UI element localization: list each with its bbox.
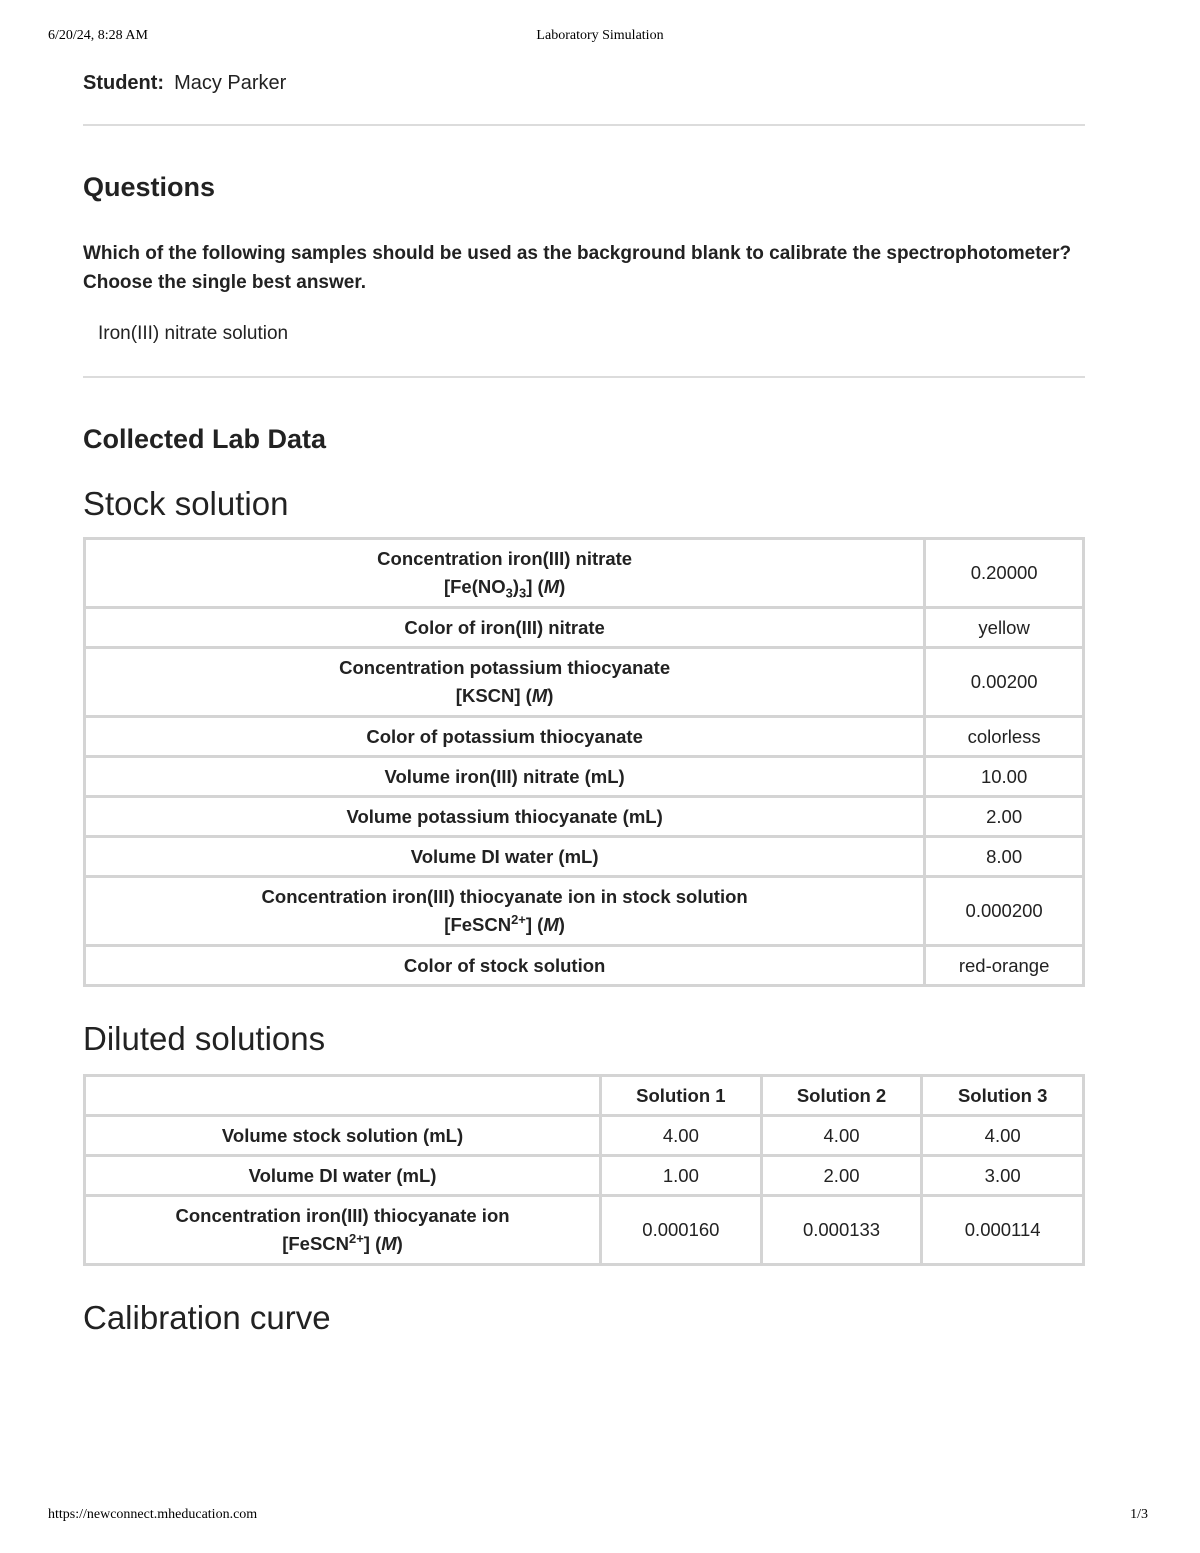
cell-value: 4.00	[601, 1116, 762, 1156]
row-label: Concentration iron(III) nitrate $[Fe(NO_3)_3]$ (M)	[85, 539, 925, 608]
row-label: Volume DI water (mL)	[85, 1156, 601, 1196]
row-label: Volume stock solution (mL)	[85, 1116, 601, 1156]
table-row	[85, 648, 1084, 717]
table-header-row	[85, 1076, 1084, 1116]
column-header	[85, 1076, 601, 1116]
table-row	[85, 757, 1084, 797]
divider	[83, 376, 1085, 378]
diluted-solutions-title: Diluted solutions	[83, 1020, 326, 1057]
row-label: Concentration iron(III) thiocyanate ion [FeSCN$^{2+}$] (M)	[85, 1196, 601, 1265]
row-label: Color of iron(III) nitrate	[85, 608, 925, 648]
row-value: 0.000200	[925, 877, 1084, 946]
lab-data-heading: Collected Lab Data	[83, 424, 327, 454]
row-value: yellow	[925, 608, 1084, 648]
row-label: Volume iron(III) nitrate (mL)	[85, 757, 925, 797]
table-row	[85, 608, 1084, 648]
column-header: Solution 2	[761, 1076, 922, 1116]
row-label: Concentration iron(III) thiocyanate ion in stock solution [FeSCN$^{2+}$] (M)	[85, 877, 925, 946]
report-content	[83, 66, 1085, 1338]
column-header: Solution 1	[601, 1076, 762, 1116]
row-value: 10.00	[925, 757, 1084, 797]
print-page-number: 1/3	[1130, 1507, 1148, 1522]
row-value: 8.00	[925, 837, 1084, 877]
table-row	[85, 797, 1084, 837]
cell-value: 0.000160	[601, 1196, 762, 1265]
row-label: Concentration potassium thiocyanate [KSCN] (M)	[85, 648, 925, 717]
cell-value: 0.000133	[761, 1196, 922, 1265]
divider	[83, 124, 1085, 126]
cell-value: 4.00	[922, 1116, 1084, 1156]
question-text: Which of the following samples should be used as the background blank to calibrate the spectrophotometer? Choose the single best answer.	[83, 243, 1072, 293]
row-label: Color of potassium thiocyanate	[85, 717, 925, 757]
cell-value: 3.00	[922, 1156, 1084, 1196]
row-value: 0.00200	[925, 648, 1084, 717]
column-header: Solution 3	[922, 1076, 1084, 1116]
table-row	[85, 877, 1084, 946]
cell-value: 0.000114	[922, 1196, 1084, 1265]
row-value: red-orange	[925, 946, 1084, 986]
table-row	[85, 1196, 1084, 1265]
cell-value: 4.00	[761, 1116, 922, 1156]
student-label: Student:	[83, 72, 165, 94]
stock-solution-title: Stock solution	[83, 485, 289, 522]
row-value: 0.20000	[925, 539, 1084, 608]
row-value: 2.00	[925, 797, 1084, 837]
print-date: 6/20/24, 8:28 AM	[48, 28, 148, 43]
table-row	[85, 717, 1084, 757]
print-title: Laboratory Simulation	[536, 28, 664, 43]
question-answer: Iron(III) nitrate solution	[98, 323, 289, 344]
student-line	[83, 68, 1085, 98]
table-row	[85, 1116, 1084, 1156]
row-label: Volume potassium thiocyanate (mL)	[85, 797, 925, 837]
row-value: colorless	[925, 717, 1084, 757]
table-row	[85, 1156, 1084, 1196]
row-label: Color of stock solution	[85, 946, 925, 986]
row-label: Volume DI water (mL)	[85, 837, 925, 877]
table-row	[85, 837, 1084, 877]
print-footer	[0, 1507, 1200, 1529]
diluted-solutions-table	[83, 1074, 1085, 1266]
stock-solution-table	[83, 537, 1085, 987]
calibration-curve-title: Calibration curve	[83, 1299, 331, 1336]
questions-heading: Questions	[83, 172, 216, 202]
table-row	[85, 539, 1084, 608]
cell-value: 2.00	[761, 1156, 922, 1196]
print-header	[0, 28, 1200, 50]
print-url: https://newconnect.mheducation.com	[48, 1507, 258, 1522]
student-name: Macy Parker	[174, 72, 287, 94]
table-row	[85, 946, 1084, 986]
cell-value: 1.00	[601, 1156, 762, 1196]
